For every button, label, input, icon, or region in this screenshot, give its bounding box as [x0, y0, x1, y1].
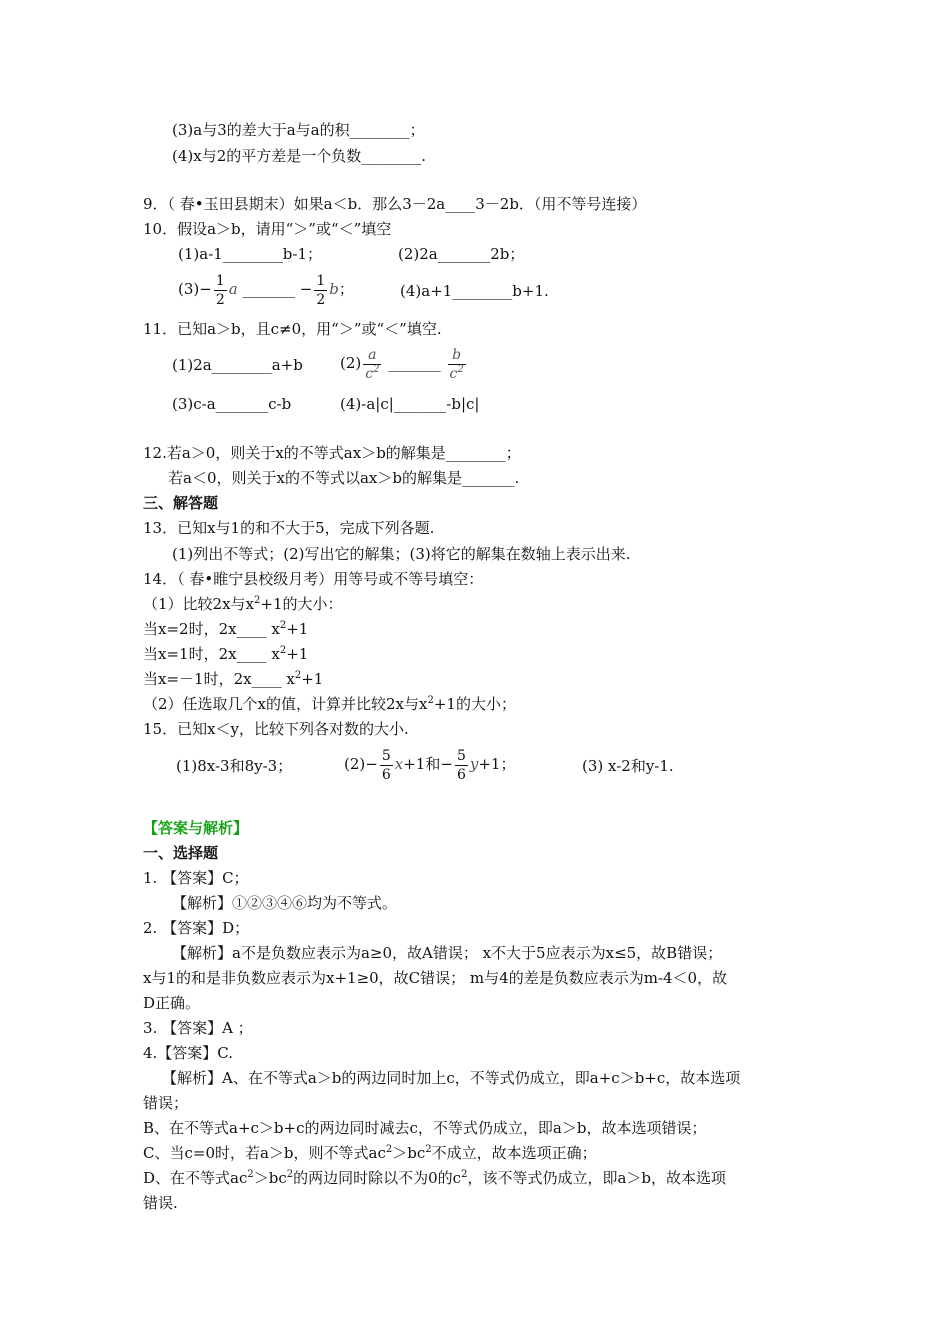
answer-4-option-d-end: 错误. [143, 1194, 178, 1212]
q14-part1: （1）比较2x与$x^2+1$的大小： [143, 595, 343, 613]
section-answer-questions: 三、解答题 [143, 494, 219, 512]
fraction-b-over-c2: $\frac{b}{c^2}$ [449, 346, 464, 382]
answer-2-explanation-1: 【解析】a不是负数应表示为a≥0，故A错误； x不大于5应表示为x≤5，故B错误； [172, 944, 723, 962]
q8-part3: (3)a与3的差大于a与a的积________； [172, 121, 425, 139]
q12-line2: 若a＜0，则关于x的不等式以ax＞b的解集是_______. [168, 469, 520, 487]
answers-section-choice: 一、选择题 [143, 844, 219, 862]
q14-case-c: 当x=－1时，2x____ $x^2+1$ [143, 670, 324, 688]
q14: 14．（ 春•睢宁县校级月考）用等号或不等号填空： [143, 570, 484, 588]
answer-3: 3. 【答案】A ； [143, 1019, 253, 1037]
q10-part1: (1)a-1________b-1； [178, 245, 323, 263]
answer-4-explanation-1: 【解析】A、在不等式a＞b的两边同时加上c，不等式仍成立，即a+c＞b+c，故本选项 [162, 1069, 741, 1087]
answer-2-explanation-2: x与1的和是非负数应表示为x+1≥0，故C错误； m与4的差是负数应表示为m-4＜0，故 [143, 969, 728, 987]
answer-2-explanation-3: D正确。 [143, 994, 201, 1012]
q10-part4: (4)a+1________b+1. [400, 282, 549, 300]
q10-part3: (3)− $\frac{1}{2}$ a _______ − $\frac{1}{2}$ b； [178, 272, 354, 308]
fraction-five-sixths-2: $\frac{5}{6}$ [456, 747, 466, 783]
q11-part2: (2) $\frac{a}{c^2}$ _______ $\frac{b}{c^2}$ [340, 346, 464, 382]
q14-part2: （2）任选取几个x的值，计算并比较2x与$x^2+1$的大小； [143, 695, 516, 713]
q15: 15．已知x＜y，比较下列各对数的大小. [143, 720, 409, 738]
answers-title: 【答案与解析】 [143, 819, 249, 837]
fraction-half-2: $\frac{1}{2}$ [316, 272, 326, 308]
answer-4-option-d: D、在不等式$ac^2>bc^2$的两边同时除以不为0的$c^2$，该不等式仍成立，即a＞b，故本选项 [143, 1169, 727, 1187]
q10-part3-prefix: (3) [178, 280, 200, 298]
answer-4-option-b: B、在不等式a+c＞b+c的两边同时减去c，不等式仍成立，即a＞b，故本选项错误； [143, 1119, 707, 1137]
fraction-half: $\frac{1}{2}$ [215, 272, 225, 308]
q9: 9．（ 春•玉田县期末）如果a＜b．那么3－2a____3－2b．（用不等号连接） [143, 195, 647, 213]
q15-part2: (2)− $\frac{5}{6}$ x+1和− $\frac{5}{6}$ y+1； [344, 747, 516, 783]
answer-1: 1. 【答案】C； [143, 869, 249, 887]
q15-part1: (1)8x-3和8y-3； [176, 757, 293, 775]
answer-1-explanation: 【解析】①②③④⑥均为不等式。 [172, 894, 398, 912]
answer-4-option-c: C、当c=0时，若a＞b，则不等式$ac^2>bc^2$不成立，故本选项正确； [143, 1144, 597, 1162]
fraction-a-over-c2: $\frac{a}{c^2}$ [365, 346, 380, 382]
q12-line1: 12.若a＞0，则关于x的不等式ax＞b的解集是________； [143, 444, 521, 462]
q10-heading: 10．假设a＞b，请用“＞”或“＜”填空 [143, 220, 392, 238]
q15-part3: (3) x-2和y-1. [582, 757, 674, 775]
fraction-five-sixths: $\frac{5}{6}$ [381, 747, 391, 783]
q13-sub: (1)列出不等式；(2)写出它的解集；(3)将它的解集在数轴上表示出来. [172, 545, 631, 563]
answer-4-explanation-2: 错误； [143, 1094, 189, 1112]
q11-part1: (1)2a________a+b [172, 356, 303, 374]
answer-2: 2. 【答案】D； [143, 919, 250, 937]
answer-4: 4.【答案】C. [143, 1044, 234, 1062]
q11-part4: (4)-a|c|_______-b|c| [340, 395, 480, 413]
q13: 13．已知x与1的和不大于5，完成下列各题. [143, 519, 435, 537]
q11-heading: 11．已知a＞b，且c≠0，用“＞”或“＜”填空. [143, 320, 442, 338]
q8-part4: (4)x与2的平方差是一个负数________. [172, 147, 427, 165]
q14-case-a: 当x=2时，2x____ $x^2+1$ [143, 620, 309, 638]
q14-case-b: 当x=1时，2x____ $x^2+1$ [143, 645, 309, 663]
q10-part2: (2)2a_______2b； [398, 245, 525, 263]
q11-part3: (3)c-a_______c-b [172, 395, 292, 413]
